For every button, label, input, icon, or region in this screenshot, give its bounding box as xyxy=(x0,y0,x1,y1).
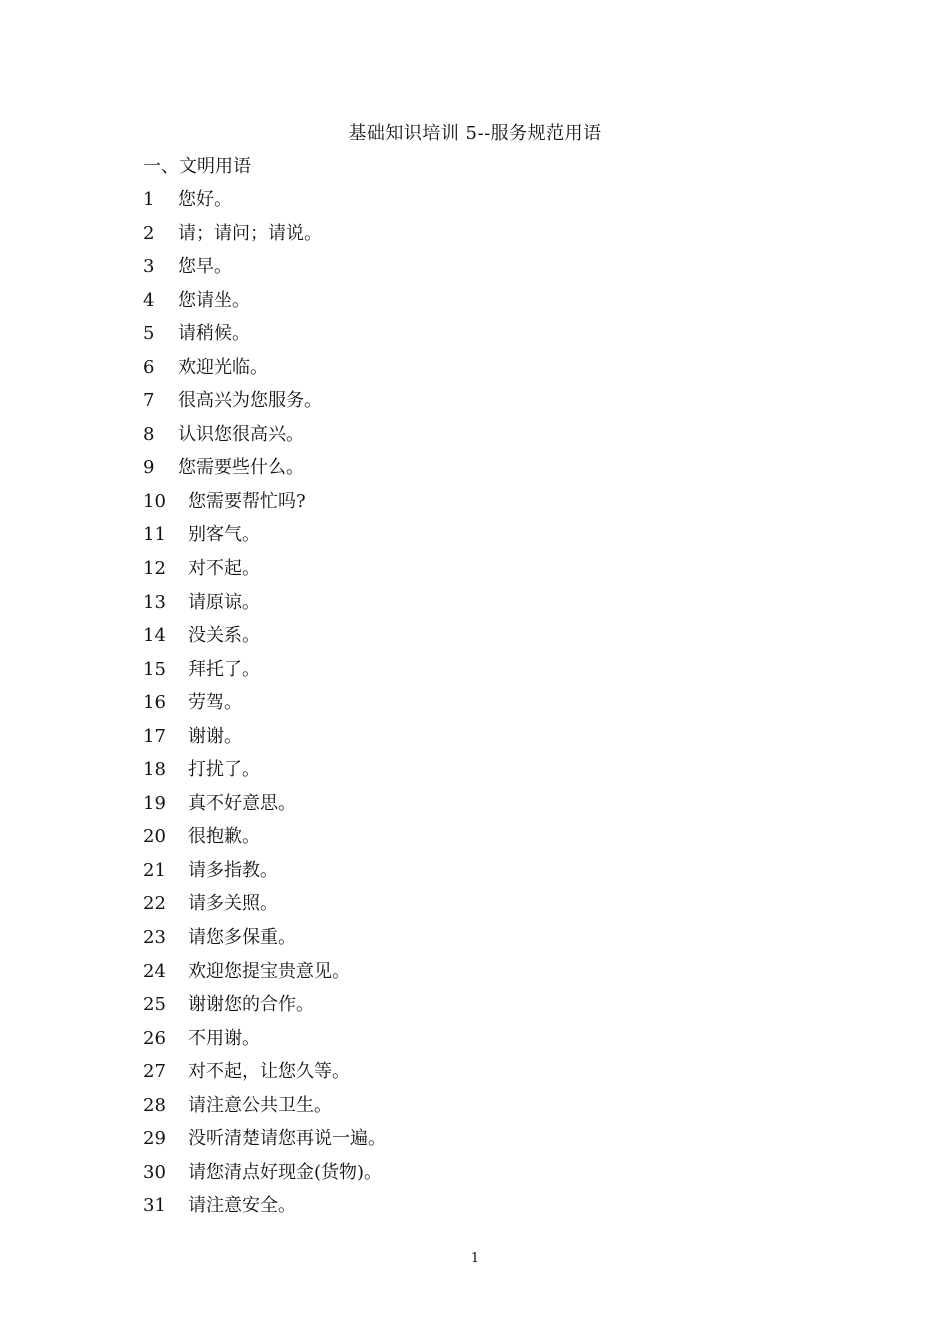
list-item-text: 很抱歉。 xyxy=(188,826,260,848)
list-item xyxy=(143,456,386,490)
list-item xyxy=(143,960,386,994)
list-item xyxy=(143,591,386,625)
list-item-text: 没听清楚请您再说一遍。 xyxy=(188,1128,386,1150)
list-item xyxy=(143,758,386,792)
list-item-number: 30 xyxy=(143,1161,166,1183)
list-item-number: 11 xyxy=(143,524,166,546)
list-item-text: 请您清点好现金(货物)。 xyxy=(188,1161,383,1183)
list-item-text: 劳驾。 xyxy=(188,692,242,714)
list-item-number: 6 xyxy=(143,356,155,378)
list-item-number: 27 xyxy=(143,1061,166,1083)
list-item-text: 您请坐。 xyxy=(178,289,250,311)
list-item-number: 31 xyxy=(143,1195,166,1217)
list-item-number: 12 xyxy=(143,558,166,580)
list-item-text: 请稍候。 xyxy=(178,323,250,345)
list-item-number: 21 xyxy=(143,859,166,881)
list-item-number: 17 xyxy=(143,725,166,747)
list-item-number: 3 xyxy=(143,256,155,278)
list-item xyxy=(143,792,386,826)
list-item-text: 您需要些什么。 xyxy=(178,457,304,479)
list-item xyxy=(143,389,386,423)
list-item-number: 7 xyxy=(143,390,155,412)
list-item-text: 您早。 xyxy=(178,256,232,278)
list-item-text: 没关系。 xyxy=(188,625,260,647)
page-number: 1 xyxy=(470,1251,480,1266)
list-item-number: 5 xyxy=(143,323,155,345)
list-item xyxy=(143,725,386,759)
list-item-text: 请多指教。 xyxy=(188,859,278,881)
section-heading: 一、文明用语 xyxy=(143,156,251,177)
list-item-number: 1 xyxy=(143,189,155,210)
list-item-number: 4 xyxy=(143,289,155,311)
list-item-text: 请注意安全。 xyxy=(188,1195,296,1217)
list-item-number: 16 xyxy=(143,692,166,714)
list-item-text: 别客气。 xyxy=(188,524,260,546)
list-item xyxy=(143,557,386,591)
list-item-text: 谢谢您的合作。 xyxy=(188,994,314,1016)
list-item-number: 24 xyxy=(143,960,166,982)
list-item-number: 13 xyxy=(143,591,166,613)
list-item xyxy=(143,859,386,893)
list-item-number: 9 xyxy=(143,457,155,479)
list-item-number: 14 xyxy=(143,625,166,647)
list-item-text: 打扰了。 xyxy=(188,759,260,781)
list-item-text: 请注意公共卫生。 xyxy=(188,1094,332,1116)
list-item xyxy=(143,658,386,692)
list-item-number: 15 xyxy=(143,658,166,680)
list-item-text: 很高兴为您服务。 xyxy=(178,390,322,412)
list-item-number: 22 xyxy=(143,893,166,915)
list-item xyxy=(143,825,386,859)
list-item xyxy=(143,255,386,289)
list-item xyxy=(143,356,386,390)
list-item-text: 请多关照。 xyxy=(188,893,278,915)
phrase-list xyxy=(143,188,386,1228)
list-item-number: 23 xyxy=(143,927,166,949)
list-item-text: 您好。 xyxy=(178,189,232,210)
list-item xyxy=(143,322,386,356)
list-item xyxy=(143,926,386,960)
list-item-text: 谢谢。 xyxy=(188,725,242,747)
list-item-number: 19 xyxy=(143,792,166,814)
list-item xyxy=(143,1127,386,1161)
list-item-number: 20 xyxy=(143,826,166,848)
list-item-text: 欢迎光临。 xyxy=(178,356,268,378)
list-item-text: 认识您很高兴。 xyxy=(178,423,304,445)
list-item-text: 拜托了。 xyxy=(188,658,260,680)
list-item-text: 对不起，让您久等。 xyxy=(188,1061,350,1083)
list-item xyxy=(143,222,386,256)
list-item-number: 25 xyxy=(143,994,166,1016)
list-item-number: 2 xyxy=(143,222,155,244)
list-item-number: 8 xyxy=(143,423,155,445)
list-item xyxy=(143,691,386,725)
list-item xyxy=(143,1194,386,1228)
list-item xyxy=(143,523,386,557)
list-item-number: 18 xyxy=(143,759,166,781)
list-item xyxy=(143,624,386,658)
list-item-text: 请原谅。 xyxy=(188,591,260,613)
list-item-number: 26 xyxy=(143,1027,166,1049)
list-item-text: 您需要帮忙吗? xyxy=(188,490,306,512)
list-item xyxy=(143,490,386,524)
list-item-text: 不用谢。 xyxy=(188,1027,260,1049)
list-item-text: 欢迎您提宝贵意见。 xyxy=(188,960,350,982)
list-item xyxy=(143,423,386,457)
list-item xyxy=(143,188,386,222)
list-item-text: 对不起。 xyxy=(188,558,260,580)
list-item-number: 29 xyxy=(143,1128,166,1150)
list-item-text: 请您多保重。 xyxy=(188,927,296,949)
list-item xyxy=(143,993,386,1027)
list-item xyxy=(143,892,386,926)
list-item xyxy=(143,1094,386,1128)
list-item xyxy=(143,1161,386,1195)
list-item xyxy=(143,289,386,323)
list-item-text: 真不好意思。 xyxy=(188,792,296,814)
list-item xyxy=(143,1027,386,1061)
document-title: 基础知识培训 5--服务规范用语 xyxy=(348,123,602,144)
list-item-text: 请；请问；请说。 xyxy=(178,222,322,244)
list-item xyxy=(143,1060,386,1094)
list-item-number: 28 xyxy=(143,1094,166,1116)
list-item-number: 10 xyxy=(143,490,166,512)
